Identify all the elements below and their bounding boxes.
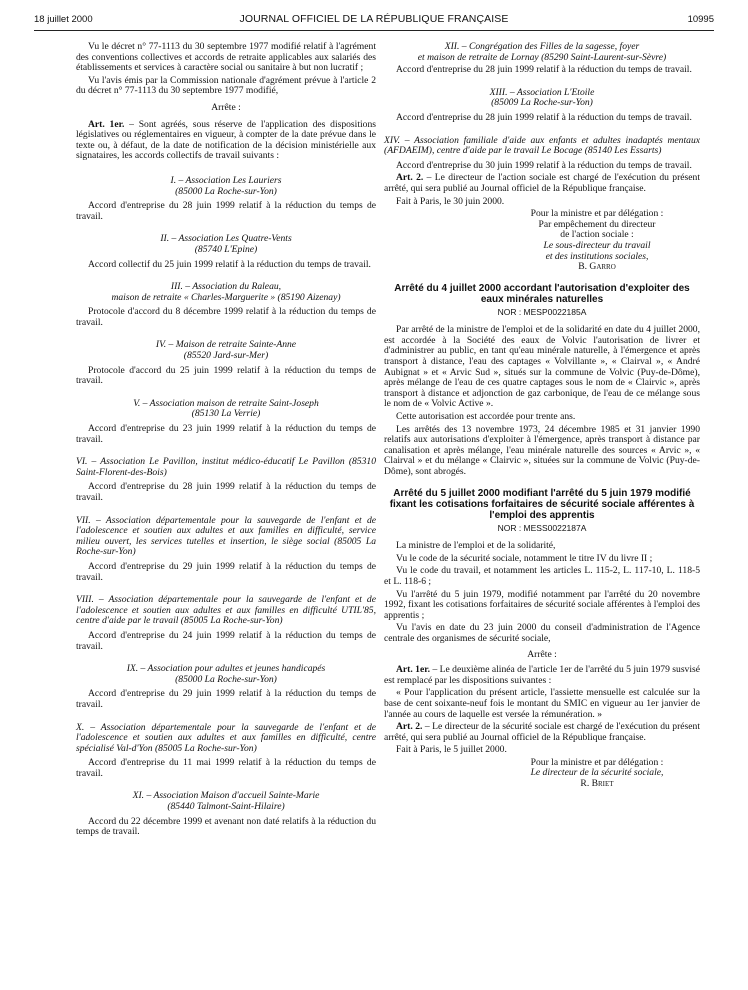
entry-title-text: III. – Association du Raleau,: [170, 281, 282, 293]
entry-title-text: XII. – Congrégation des Filles de la sagesse, foyer: [444, 41, 640, 52]
paragraph: Vu le décret n° 77-1113 du 30 septembre 1977 modifié relatif à l'agrément des conventions collectives et accords de retraite applicables aux salariés des établissements et services à caractère social ou sanitaire à but non lucratif ;: [76, 41, 376, 74]
article-2: [384, 173, 700, 194]
paragraph: Vu le code de la sécurité sociale, notamment le titre IV du livre II ;: [396, 552, 653, 564]
entry-title: [384, 88, 700, 109]
paragraph: Accord d'entreprise du 28 juin 1999 relatif à la réduction du temps de travail.: [396, 111, 692, 123]
signature-line: Par empêchement du directeur: [538, 218, 656, 230]
section-title: Arrêté du 5 juillet 2000 modifiant l'arrêté du 5 juin 1979 modifié fixant les cotisations forfaitaires de sécurité sociale afférentes à l'emploi des apprentis: [389, 487, 695, 521]
article-1: [384, 665, 700, 686]
entry-title-text: I. – Association Les Lauriers: [170, 174, 282, 186]
paragraph: Vu l'avis émis par la Commission nationale d'agrément prévue à l'article 2 du décret n° 77-1113 du 30 septembre 1977 modifié,: [76, 74, 376, 97]
entry-title: X. – Association départementale pour la sauvegarde de l'enfant et de l'adolescence et soutien aux adultes et aux familles en difficulté, centre spécialisé Val-d'Yon (85005 La Roche-sur-Yon): [76, 721, 376, 754]
entry-title: XIV. – Association familiale d'aide aux enfants et adultes inadaptés mentaux (AFDAEIM), centre d'aide par le travail Le Bocage (85140 Les Essarts): [384, 134, 700, 157]
article-1: [76, 120, 376, 162]
signature-line: Pour la ministre et par délégation :: [530, 756, 664, 768]
article-text: – Le directeur de la sécurité sociale est chargé de l'exécution du présent arrêté, qui sera publié au Journal officiel de la République française.: [384, 721, 701, 743]
right-column: [384, 42, 700, 790]
entry-subtitle: (85440 Talmont-Saint-Hilaire): [167, 801, 285, 813]
signature-line: et des institutions sociales,: [545, 250, 649, 262]
paragraph: Par arrêté de la ministre de l'emploi et de la solidarité en date du 4 juillet 2000, est accordée à la Société des eaux de Volvic l'autorisation de livrer et d'administrer au public, en tant qu'eau minérale naturelle, à l'émergence et après transport à distance, l'eau des captages « Volvillante », « Clairval », « André Aubignat » et « Arvic Sud », situés sur la commune de Volvic (Puy-de-Dôme), après mélange de l'eau de ces quatre captages sous le nom de « Clairvic », après transport à distance et adjonction de gaz carbonique, de l'eau de ce mélange sous le nom de « Volvic Active ».: [384, 324, 700, 410]
entry-title: [76, 664, 376, 685]
nor-reference: NOR : MESS0022187A: [497, 522, 587, 533]
entry-title: [76, 791, 376, 812]
entry-subtitle: (85009 La Roche-sur-Yon): [491, 97, 593, 109]
entry-subtitle: (85740 L'Epine): [194, 243, 258, 255]
entry-title-text: IX. – Association pour adultes et jeunes handicapés: [126, 663, 326, 675]
header-journal-title: JOURNAL OFFICIEL DE LA RÉPUBLIQUE FRANÇAISE: [239, 13, 509, 25]
paragraph: Vu le code du travail, et notamment les articles L. 115-2, L. 117-10, L. 118-5 et L. 118-6 ;: [384, 565, 700, 587]
entry-title: [76, 176, 376, 197]
entry-title: VII. – Association départementale pour la sauvegarde de l'enfant et de l'adolescence et soutien aux adultes et aux familles en difficulté, service milieu ouvert, les services tutelles et insertion, le siège social (85005 La Roche-sur-Yon): [76, 514, 376, 558]
arrete-label: Arrête :: [527, 648, 557, 660]
entry-subtitle: (85520 Jard-sur-Mer): [183, 350, 269, 362]
signatory-name: B. Garro: [578, 261, 616, 273]
paragraph: Vu l'arrêté du 5 juin 1979, modifié notamment par l'arrêté du 20 novembre 1992, fixant les cotisations forfaitaires de sécurité sociale afférentes à l'emploi des apprentis ;: [384, 588, 700, 621]
paragraph: Accord d'entreprise du 24 juin 1999 relatif à la réduction du temps de travail.: [76, 629, 376, 652]
paragraph: Protocole d'accord du 8 décembre 1999 relatif à la réduction du temps de travail.: [76, 306, 376, 328]
paragraph: Accord du 22 décembre 1999 et avenant non daté relatifs à la réduction du temps de travail.: [76, 815, 376, 838]
entry-title-text: IV. – Maison de retraite Sainte-Anne: [155, 339, 297, 351]
signature-line: de l'action sociale :: [560, 229, 634, 241]
signatory-name: R. Briet: [580, 778, 614, 790]
paragraph: Vu l'avis en date du 23 juin 2000 du conseil d'administration de l'Agence centrale des organismes de sécurité sociale,: [384, 622, 700, 644]
article-text: – Le directeur de l'action sociale est chargé de l'exécution du présent arrêté, qui sera publié au Journal officiel de la République française.: [384, 172, 701, 194]
article-text: – Le deuxième alinéa de l'article 1er de l'arrêté du 5 juin 1979 susvisé est remplacé par les dispositions suivantes :: [384, 664, 701, 686]
entry-title: [76, 282, 376, 303]
paragraph: Accord d'entreprise du 30 juin 1999 relatif à la réduction du temps de travail.: [396, 159, 692, 171]
paragraph: Accord d'entreprise du 28 juin 1999 relatif à la réduction du temps de travail.: [76, 481, 376, 503]
left-column: [76, 42, 376, 840]
paragraph: Accord d'entreprise du 23 juin 1999 relatif à la réduction du temps de travail.: [76, 423, 376, 445]
entry-title-text: XI. – Association Maison d'accueil Sainte-Marie: [132, 790, 320, 802]
nor-reference: NOR : MESP0022185A: [497, 306, 587, 317]
entry-title: [76, 234, 376, 255]
paragraph: Accord d'entreprise du 28 juin 1999 relatif à la réduction du temps de travail.: [396, 64, 692, 76]
fait-a-paris: Fait à Paris, le 5 juillet 2000.: [396, 744, 507, 756]
section-title: Arrêté du 4 juillet 2000 accordant l'autorisation d'exploiter des eaux minérales naturelles: [394, 282, 690, 305]
signature-line: Le directeur de la sécurité sociale,: [530, 767, 664, 779]
entry-title: [76, 340, 376, 361]
paragraph: Accord d'entreprise du 11 mai 1999 relatif à la réduction du temps de travail.: [76, 757, 376, 779]
entry-subtitle: (85000 La Roche-sur-Yon): [175, 185, 277, 197]
entry-subtitle: (85000 La Roche-sur-Yon): [175, 673, 277, 685]
entry-title: [384, 42, 700, 63]
entry-title: [76, 399, 376, 420]
article-label: Art. 2.: [396, 172, 424, 184]
paragraph: Accord d'entreprise du 29 juin 1999 relatif à la réduction du temps de travail.: [76, 688, 376, 710]
page-header: [34, 12, 714, 28]
paragraph: Accord d'entreprise du 28 juin 1999 relatif à la réduction du temps de travail.: [76, 200, 376, 222]
article-label: Art. 1er.: [396, 664, 431, 676]
entry-title-text: V. – Association maison de retraite Saint-Joseph: [133, 397, 319, 409]
paragraph: La ministre de l'emploi et de la solidarité,: [396, 540, 556, 552]
paragraph: Cette autorisation est accordée pour trente ans.: [396, 411, 576, 423]
signature-line: Pour la ministre et par délégation :: [530, 208, 664, 220]
entry-title-text: XIII. – Association L'Etoile: [489, 86, 595, 98]
entry-subtitle: et maison de retraite de Lornay (85290 Saint-Laurent-sur-Sèvre): [417, 51, 667, 63]
arrete-label: Arrête :: [211, 101, 241, 113]
article-2: [384, 722, 700, 743]
paragraph: Protocole d'accord du 25 juin 1999 relatif à la réduction du temps de travail.: [76, 364, 376, 387]
paragraph: Accord collectif du 25 juin 1999 relatif à la réduction du temps de travail.: [88, 258, 371, 270]
signature-line: Le sous-directeur du travail: [543, 239, 651, 251]
header-rule: [34, 30, 714, 31]
fait-a-paris: Fait à Paris, le 30 juin 2000.: [396, 195, 505, 207]
article-text: – Sont agréés, sous réserve de l'application des dispositions législatives ou réglementaires en vigueur, à compter de la date prévue dans le texte ou, à défaut, de la date de notification de la décision ministérielle aux signataires, les accords collectifs de travail suivants :: [76, 118, 376, 162]
paragraph: Accord d'entreprise du 29 juin 1999 relatif à la réduction du temps de travail.: [76, 560, 376, 583]
entry-title: VIII. – Association départementale pour la sauvegarde de l'enfant et de l'adolescence et soutien aux adultes et aux familles en difficulté UTIL'85, centre d'aide par le travail (85005 La Roche-sur-Yon): [76, 594, 376, 627]
article-label: Art. 2.: [396, 721, 423, 733]
header-page-number: 10995: [687, 14, 714, 25]
entry-title-text: II. – Association Les Quatre-Vents: [160, 233, 292, 245]
quoted-paragraph: « Pour l'application du présent article, l'assiette mensuelle est calculée sur la base de cent soixante-neuf fois le montant du SMIC en vigueur au 1er janvier de l'année au cours de laquelle est versée la rémunération. »: [384, 687, 700, 720]
entry-subtitle: maison de retraite « Charles-Marguerite » (85190 Aizenay): [111, 291, 341, 303]
paragraph: Les arrêtés des 13 novembre 1973, 24 décembre 1985 et 31 janvier 1990 relatifs aux autorisations d'exploiter à l'émergence, après transport à distance par canalisation et après mélange, l'eau minérale naturelle des sources « Arvic », « Clairval » et du mélange « Clairvic », situées sur la commune de Volvic (Puy-de-Dôme), sont abrogés.: [384, 423, 700, 477]
header-date: 18 juillet 2000: [34, 14, 93, 25]
entry-title: VI. – Association Le Pavillon, institut médico-éducatif Le Pavillon (85310 Saint-Florent-des-Bois): [76, 456, 376, 478]
article-label: Art. 1er.: [88, 118, 125, 130]
entry-subtitle: (85130 La Verrie): [191, 408, 261, 420]
